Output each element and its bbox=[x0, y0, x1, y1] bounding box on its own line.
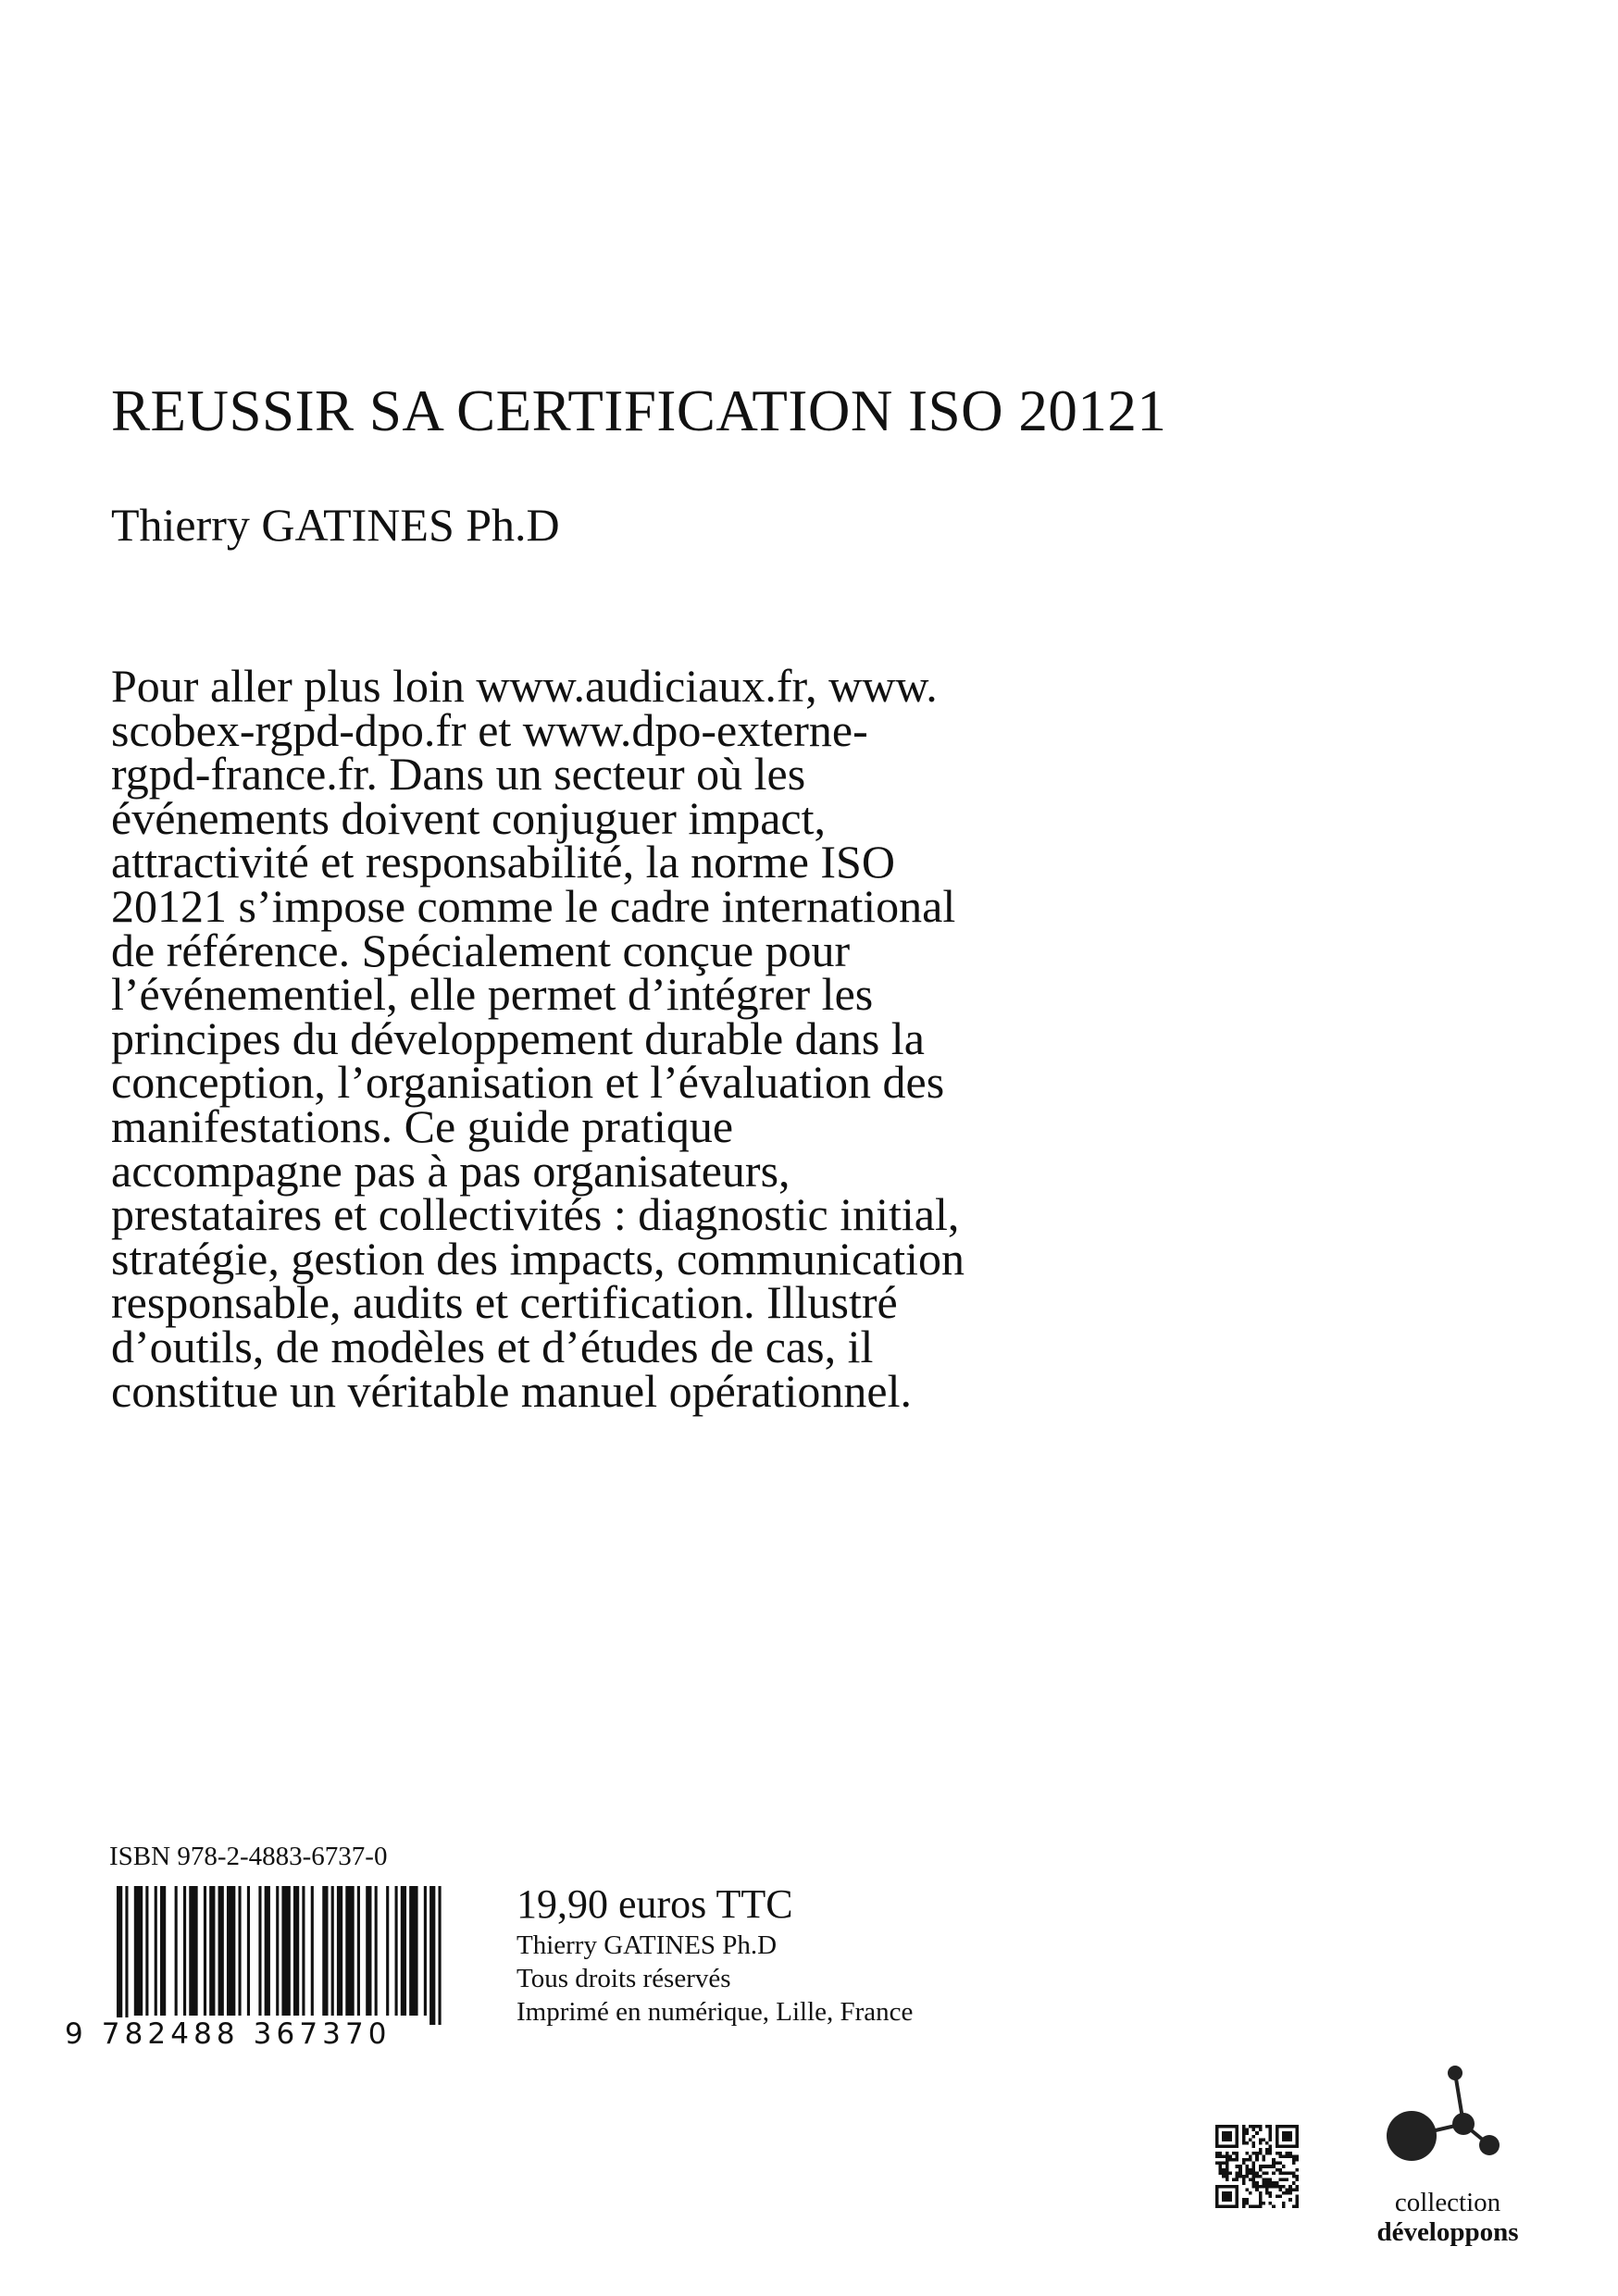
qr-module bbox=[1272, 2165, 1276, 2168]
qr-module bbox=[1269, 2145, 1273, 2149]
qr-module bbox=[1255, 2125, 1259, 2128]
qr-module bbox=[1276, 2152, 1279, 2155]
qr-module bbox=[1295, 2175, 1299, 2178]
qr-module bbox=[1288, 2191, 1292, 2195]
qr-module bbox=[1286, 2191, 1289, 2195]
barcode-bar bbox=[322, 1886, 328, 2016]
qr-module bbox=[1278, 2152, 1282, 2155]
qr-module bbox=[1255, 2152, 1259, 2155]
book-title: REUSSIR SA CERTIFICATION ISO 20121 bbox=[111, 379, 1167, 443]
qr-module bbox=[1292, 2188, 1296, 2191]
qr-module bbox=[1262, 2185, 1265, 2189]
qr-module bbox=[1219, 2171, 1223, 2175]
qr-module bbox=[1272, 2158, 1276, 2162]
qr-module bbox=[1252, 2162, 1256, 2166]
blurb-line: scobex-rgpd-dpo.fr et www.dpo-externe- bbox=[111, 703, 868, 756]
qr-module bbox=[1259, 2168, 1263, 2172]
qr-module bbox=[1215, 2152, 1219, 2155]
qr-module bbox=[1282, 2154, 1286, 2158]
qr-module bbox=[1222, 2154, 1226, 2158]
qr-module bbox=[1236, 2165, 1239, 2168]
qr-module bbox=[1238, 2175, 1242, 2178]
qr-module bbox=[1215, 2162, 1219, 2166]
qr-module bbox=[1242, 2162, 1246, 2166]
qr-module bbox=[1262, 2171, 1265, 2175]
qr-module bbox=[1278, 2162, 1282, 2166]
qr-module bbox=[1238, 2165, 1242, 2168]
barcode-bar bbox=[183, 1886, 186, 2016]
blurb-line: rgpd-france.fr. Dans un secteur où les bbox=[111, 748, 806, 800]
print-location: Imprimé en numérique, Lille, France bbox=[517, 1997, 914, 2027]
barcode-bar bbox=[265, 1886, 270, 2016]
qr-module bbox=[1292, 2204, 1296, 2208]
barcode-bar bbox=[366, 1886, 371, 2016]
qr-module bbox=[1252, 2152, 1256, 2155]
blurb-line: prestataires et collectivités : diagnostic initial, bbox=[111, 1188, 960, 1241]
qr-module bbox=[1288, 2171, 1292, 2175]
blurb-line: l’événementiel, elle permet d’intégrer les bbox=[111, 968, 874, 1021]
qr-module bbox=[1232, 2152, 1236, 2155]
blurb-line: conception, l’organisation et l’évaluation des bbox=[111, 1056, 945, 1109]
qr-module bbox=[1278, 2171, 1282, 2175]
barcode-bar bbox=[155, 1886, 157, 2016]
qr-module bbox=[1265, 2125, 1269, 2128]
barcode-bar bbox=[357, 1886, 360, 2016]
qr-module bbox=[1269, 2202, 1273, 2205]
qr-module bbox=[1255, 2188, 1259, 2191]
collection-branding bbox=[1364, 2188, 1531, 2247]
qr-module bbox=[1269, 2152, 1273, 2155]
qr-module bbox=[1249, 2154, 1252, 2158]
barcode-bar bbox=[293, 1886, 299, 2016]
qr-module bbox=[1228, 2158, 1232, 2162]
qr-module bbox=[1262, 2202, 1265, 2205]
qr-module bbox=[1292, 2158, 1296, 2162]
qr-module bbox=[1238, 2171, 1242, 2175]
barcode-bar bbox=[258, 1886, 261, 2016]
qr-module bbox=[1228, 2171, 1232, 2175]
qr-module bbox=[1255, 2175, 1259, 2178]
qr-module bbox=[1252, 2125, 1256, 2128]
qr-module bbox=[1269, 2191, 1273, 2195]
qr-module bbox=[1278, 2154, 1282, 2158]
qr-module bbox=[1269, 2165, 1273, 2168]
qr-module bbox=[1236, 2175, 1239, 2178]
qr-module bbox=[1236, 2154, 1239, 2158]
barcode-bar bbox=[160, 1886, 166, 2016]
qr-module bbox=[1265, 2185, 1269, 2189]
barcode-bar bbox=[345, 1886, 354, 2016]
qr-module bbox=[1288, 2152, 1292, 2155]
rights-notice: Tous droits réservés bbox=[517, 1964, 731, 1993]
qr-module bbox=[1259, 2185, 1263, 2189]
blurb-line: accompagne pas à pas organisateurs, bbox=[111, 1144, 790, 1197]
barcode-bar bbox=[395, 1886, 398, 2016]
barcode-bar bbox=[145, 1886, 148, 2016]
qr-module bbox=[1226, 2165, 1229, 2168]
qr-module bbox=[1252, 2145, 1256, 2149]
qr-module bbox=[1252, 2181, 1256, 2185]
qr-module bbox=[1249, 2171, 1252, 2175]
qr-module bbox=[1282, 2185, 1286, 2189]
qr-module bbox=[1295, 2195, 1299, 2199]
qr-module bbox=[1262, 2138, 1265, 2141]
qr-module bbox=[1249, 2168, 1252, 2172]
qr-module bbox=[1282, 2202, 1286, 2205]
qr-module bbox=[1269, 2185, 1273, 2189]
qr-module bbox=[1265, 2152, 1269, 2155]
qr-finder-core bbox=[1222, 2191, 1232, 2202]
barcode-bar bbox=[331, 1886, 334, 2016]
isbn-label: ISBN 978-2-4883-6737-0 bbox=[109, 1842, 388, 1871]
qr-module bbox=[1219, 2154, 1223, 2158]
qr-module bbox=[1226, 2175, 1229, 2178]
barcode-bar bbox=[247, 1886, 250, 2016]
qr-module bbox=[1242, 2198, 1246, 2202]
qr-module bbox=[1252, 2171, 1256, 2175]
qr-module bbox=[1245, 2168, 1249, 2172]
qr-module bbox=[1295, 2202, 1299, 2205]
qr-module bbox=[1269, 2125, 1273, 2128]
qr-module bbox=[1219, 2162, 1223, 2166]
blurb-line: Pour aller plus loin www.audiciaux.fr, www. bbox=[111, 660, 938, 712]
qr-module bbox=[1262, 2154, 1265, 2158]
qr-module bbox=[1245, 2128, 1249, 2132]
qr-module bbox=[1269, 2181, 1273, 2185]
qr-module bbox=[1278, 2178, 1282, 2182]
qr-module bbox=[1265, 2165, 1269, 2168]
qr-module bbox=[1226, 2162, 1229, 2166]
barcode-bar bbox=[302, 1886, 305, 2016]
qr-module bbox=[1259, 2165, 1263, 2168]
qr-module bbox=[1255, 2154, 1259, 2158]
qr-module bbox=[1278, 2185, 1282, 2189]
qr-module bbox=[1252, 2178, 1256, 2182]
qr-module bbox=[1252, 2141, 1256, 2145]
qr-module bbox=[1238, 2168, 1242, 2172]
qr-module bbox=[1226, 2171, 1229, 2175]
qr-module bbox=[1282, 2204, 1286, 2208]
qr-module bbox=[1219, 2168, 1223, 2172]
qr-module bbox=[1265, 2171, 1269, 2175]
qr-module bbox=[1272, 2185, 1276, 2189]
qr-module bbox=[1259, 2198, 1263, 2202]
qr-module bbox=[1219, 2152, 1223, 2155]
price: 19,90 euros TTC bbox=[517, 1881, 793, 1927]
barcode-bar bbox=[117, 1886, 122, 2025]
qr-module bbox=[1245, 2158, 1249, 2162]
blurb-line: événements doivent conjuguer impact, bbox=[111, 791, 826, 844]
qr-module bbox=[1259, 2204, 1263, 2208]
qr-module bbox=[1245, 2202, 1249, 2205]
qr-module bbox=[1242, 2135, 1246, 2139]
qr-module bbox=[1255, 2171, 1259, 2175]
blurb-line: constitue un véritable manuel opérationnel. bbox=[111, 1364, 912, 1417]
qr-module bbox=[1249, 2158, 1252, 2162]
barcode-bar bbox=[209, 1886, 215, 2016]
blurb-line: d’outils, de modèles et d’études de cas, il bbox=[111, 1320, 874, 1372]
qr-module bbox=[1252, 2175, 1256, 2178]
blurb-line: stratégie, gestion des impacts, communication bbox=[111, 1232, 965, 1285]
qr-module bbox=[1236, 2158, 1239, 2162]
barcode-digits: 9 782488 367370 bbox=[65, 2017, 392, 2051]
qr-module bbox=[1242, 2202, 1246, 2205]
qr-module bbox=[1232, 2178, 1236, 2182]
qr-module bbox=[1252, 2204, 1256, 2208]
qr-module bbox=[1249, 2125, 1252, 2128]
qr-module bbox=[1286, 2152, 1289, 2155]
qr-code-icon bbox=[1215, 2125, 1299, 2208]
qr-module bbox=[1265, 2148, 1269, 2152]
qr-module bbox=[1272, 2162, 1276, 2166]
qr-module bbox=[1269, 2138, 1273, 2141]
qr-module bbox=[1269, 2148, 1273, 2152]
qr-module bbox=[1226, 2154, 1229, 2158]
qr-module bbox=[1276, 2185, 1279, 2189]
qr-module bbox=[1222, 2171, 1226, 2175]
qr-module bbox=[1222, 2168, 1226, 2172]
qr-module bbox=[1242, 2181, 1246, 2185]
qr-module bbox=[1259, 2152, 1263, 2155]
qr-finder-core bbox=[1282, 2131, 1292, 2141]
qr-module bbox=[1245, 2131, 1249, 2135]
blurb-line: principes du développement durable dans la bbox=[111, 1011, 925, 1064]
qr-module bbox=[1282, 2165, 1286, 2168]
qr-module bbox=[1262, 2181, 1265, 2185]
blurb-line: 20121 s’impose comme le cadre international bbox=[111, 879, 956, 932]
qr-module bbox=[1288, 2185, 1292, 2189]
qr-module bbox=[1236, 2178, 1239, 2182]
qr-module bbox=[1259, 2148, 1263, 2152]
qr-module bbox=[1242, 2141, 1246, 2145]
qr-module bbox=[1219, 2165, 1223, 2168]
book-author: Thierry GATINES Ph.D bbox=[111, 499, 560, 551]
qr-module bbox=[1222, 2162, 1226, 2166]
qr-module bbox=[1278, 2188, 1282, 2191]
qr-finder-core bbox=[1222, 2131, 1232, 2141]
qr-module bbox=[1288, 2154, 1292, 2158]
qr-module bbox=[1259, 2138, 1263, 2141]
qr-module bbox=[1269, 2128, 1273, 2132]
barcode-bar bbox=[134, 1886, 143, 2016]
qr-module bbox=[1286, 2188, 1289, 2191]
qr-module bbox=[1255, 2181, 1259, 2185]
qr-module bbox=[1282, 2171, 1286, 2175]
qr-module bbox=[1276, 2195, 1279, 2199]
qr-module bbox=[1295, 2185, 1299, 2189]
qr-module bbox=[1265, 2181, 1269, 2185]
qr-module bbox=[1269, 2131, 1273, 2135]
qr-module bbox=[1295, 2158, 1299, 2162]
qr-module bbox=[1286, 2178, 1289, 2182]
barcode-bar bbox=[337, 1886, 342, 2016]
qr-module bbox=[1292, 2175, 1296, 2178]
qr-module bbox=[1295, 2198, 1299, 2202]
qr-module bbox=[1272, 2181, 1276, 2185]
qr-module bbox=[1252, 2165, 1256, 2168]
collection-name: développons bbox=[1376, 2217, 1519, 2247]
qr-module bbox=[1255, 2158, 1259, 2162]
qr-module bbox=[1276, 2168, 1279, 2172]
qr-module bbox=[1292, 2181, 1296, 2185]
qr-module bbox=[1242, 2204, 1246, 2208]
barcode-bar bbox=[276, 1886, 279, 2016]
qr-module bbox=[1255, 2131, 1259, 2135]
qr-module bbox=[1278, 2195, 1282, 2199]
qr-module bbox=[1265, 2178, 1269, 2182]
qr-module bbox=[1242, 2175, 1246, 2178]
barcode-bar bbox=[375, 1886, 378, 2016]
blurb-line: responsable, audits et certification. Illustré bbox=[111, 1276, 898, 1329]
publisher-name: Thierry GATINES Ph.D bbox=[517, 1930, 778, 1960]
qr-module bbox=[1245, 2171, 1249, 2175]
barcode-bar bbox=[227, 1886, 235, 2016]
qr-module bbox=[1226, 2178, 1229, 2182]
qr-module bbox=[1249, 2178, 1252, 2182]
barcode-bar bbox=[438, 1886, 441, 2025]
qr-module bbox=[1242, 2178, 1246, 2182]
qr-module bbox=[1295, 2204, 1299, 2208]
qr-module bbox=[1272, 2204, 1276, 2208]
barcode-bar bbox=[281, 1886, 290, 2016]
qr-module bbox=[1249, 2138, 1252, 2141]
qr-module bbox=[1252, 2168, 1256, 2172]
qr-module bbox=[1245, 2165, 1249, 2168]
barcode-bar bbox=[386, 1886, 389, 2016]
qr-module bbox=[1259, 2128, 1263, 2132]
barcode-bar bbox=[175, 1886, 178, 2016]
qr-module bbox=[1245, 2152, 1249, 2155]
qr-module bbox=[1292, 2154, 1296, 2158]
blurb-line: de référence. Spécialement conçue pour bbox=[111, 924, 851, 976]
qr-module bbox=[1242, 2138, 1246, 2141]
qr-module bbox=[1259, 2175, 1263, 2178]
qr-module bbox=[1269, 2178, 1273, 2182]
qr-module bbox=[1286, 2154, 1289, 2158]
blurb-line: manifestations. Ce guide pratique bbox=[111, 1099, 734, 1152]
qr-module bbox=[1282, 2178, 1286, 2182]
imprint-block bbox=[517, 1929, 913, 2029]
qr-module bbox=[1232, 2158, 1236, 2162]
qr-module bbox=[1242, 2128, 1246, 2132]
qr-module bbox=[1262, 2178, 1265, 2182]
qr-module bbox=[1249, 2204, 1252, 2208]
qr-module bbox=[1245, 2141, 1249, 2145]
barcode-bar bbox=[429, 1886, 435, 2025]
blurb-line: attractivité et responsabilité, la norme ISO bbox=[111, 836, 895, 888]
qr-module bbox=[1245, 2188, 1249, 2191]
barcode-bar bbox=[311, 1886, 314, 2016]
barcode-image bbox=[117, 1886, 450, 2025]
qr-module bbox=[1276, 2181, 1279, 2185]
qr-module bbox=[1272, 2171, 1276, 2175]
qr-module bbox=[1259, 2141, 1263, 2145]
qr-module bbox=[1255, 2204, 1259, 2208]
qr-module bbox=[1252, 2135, 1256, 2139]
qr-module bbox=[1259, 2191, 1263, 2195]
qr-module bbox=[1265, 2191, 1269, 2195]
qr-module bbox=[1226, 2158, 1229, 2162]
barcode-bar bbox=[401, 1886, 406, 2016]
qr-module bbox=[1236, 2171, 1239, 2175]
qr-module bbox=[1292, 2162, 1296, 2166]
qr-module bbox=[1236, 2152, 1239, 2155]
qr-module bbox=[1228, 2154, 1232, 2158]
qr-module bbox=[1269, 2195, 1273, 2199]
qr-module bbox=[1262, 2165, 1265, 2168]
qr-module bbox=[1265, 2141, 1269, 2145]
barcode-bar bbox=[409, 1886, 417, 2016]
qr-module bbox=[1242, 2125, 1246, 2128]
qr-module bbox=[1295, 2188, 1299, 2191]
qr-module bbox=[1226, 2152, 1229, 2155]
qr-module bbox=[1288, 2198, 1292, 2202]
qr-module bbox=[1245, 2175, 1249, 2178]
barcode-bar bbox=[238, 1886, 241, 2016]
qr-module bbox=[1252, 2185, 1256, 2189]
barcode-bar bbox=[424, 1886, 427, 2016]
qr-module bbox=[1252, 2128, 1256, 2132]
qr-module bbox=[1226, 2168, 1229, 2172]
barcode-bar bbox=[218, 1886, 224, 2016]
collection-logo-icon bbox=[1375, 2054, 1504, 2184]
qr-module bbox=[1259, 2195, 1263, 2199]
back-cover-blurb bbox=[111, 660, 965, 1417]
qr-module bbox=[1255, 2185, 1259, 2189]
qr-module bbox=[1215, 2154, 1219, 2158]
qr-module bbox=[1265, 2188, 1269, 2191]
qr-module bbox=[1269, 2135, 1273, 2139]
barcode-bar bbox=[189, 1886, 197, 2016]
qr-module bbox=[1222, 2175, 1226, 2178]
qr-module bbox=[1282, 2191, 1286, 2195]
qr-module bbox=[1276, 2162, 1279, 2166]
qr-module bbox=[1295, 2154, 1299, 2158]
qr-module bbox=[1249, 2191, 1252, 2195]
qr-module bbox=[1242, 2131, 1246, 2135]
qr-module bbox=[1278, 2168, 1282, 2172]
qr-module bbox=[1292, 2171, 1296, 2175]
qr-module bbox=[1262, 2158, 1265, 2162]
qr-module bbox=[1259, 2125, 1263, 2128]
qr-module bbox=[1288, 2188, 1292, 2191]
qr-module bbox=[1295, 2178, 1299, 2182]
collection-label: collection bbox=[1394, 2188, 1501, 2217]
qr-module bbox=[1259, 2202, 1263, 2205]
barcode-bar bbox=[125, 1886, 128, 2025]
qr-module bbox=[1245, 2198, 1249, 2202]
qr-module bbox=[1295, 2168, 1299, 2172]
qr-module bbox=[1286, 2171, 1289, 2175]
qr-module bbox=[1242, 2158, 1246, 2162]
barcode-bar bbox=[204, 1886, 206, 2016]
